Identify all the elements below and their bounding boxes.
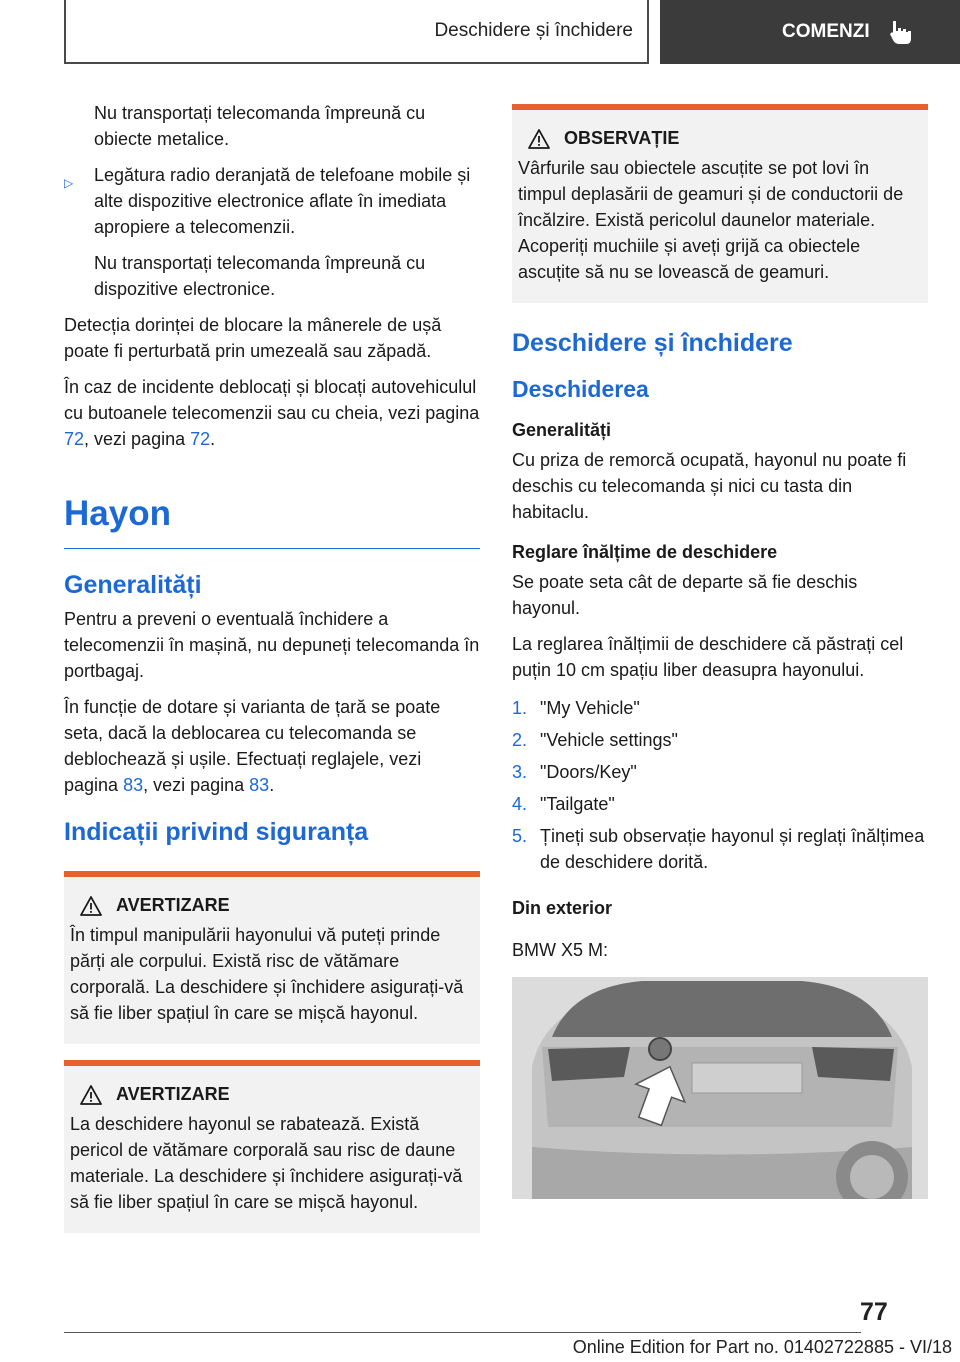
step-item bbox=[512, 759, 928, 785]
warning-triangle-icon bbox=[80, 896, 102, 916]
paragraph: Nu transportați telecomanda împreună cu obiecte metalice. bbox=[94, 103, 426, 149]
step-item bbox=[512, 695, 928, 721]
page-link[interactable]: 83 bbox=[123, 775, 144, 795]
warning-text: În timpul manipulării hayonului vă puteți prinde părți ale corpului. Există risc de vătămare corporală. La deschidere și închidere asigurați-vă să fie liber spațiul în care se mișcă hayonul. bbox=[70, 925, 464, 1023]
warning-triangle-icon bbox=[80, 1085, 102, 1105]
paragraph: Nu transportați telecomanda împreună cu dispozitive electronice. bbox=[94, 253, 426, 299]
tailgate-illustration bbox=[512, 977, 928, 1199]
chapter-title: COMENZI bbox=[782, 21, 870, 42]
step-number: 5. bbox=[512, 826, 528, 846]
warning-text: La deschidere hayonul se rabatează. Există pericol de vătămare corporală sau risc de daune materiale. La deschidere și închidere asigurați-vă să fie liber spațiul în care se mișcă hayonul. bbox=[70, 1114, 463, 1212]
text: , vezi pagina bbox=[84, 429, 191, 449]
section-header bbox=[64, 0, 649, 64]
page-link[interactable]: 72 bbox=[64, 429, 85, 449]
paragraph: Pentru a preveni o eventuală închidere a telecomenzii în mașină, nu depuneți telecomanda în portbagaj. bbox=[64, 609, 480, 681]
chapter-header bbox=[660, 0, 960, 64]
minor-heading: Reglare înălțime de deschidere bbox=[512, 542, 778, 562]
note-box bbox=[512, 104, 928, 303]
text: , vezi pagina bbox=[143, 775, 250, 795]
paragraph bbox=[64, 374, 480, 452]
heading-deschidere-inchidere: Deschidere și închidere bbox=[512, 329, 793, 357]
subheading-generalitati: Generalități bbox=[64, 571, 202, 599]
paragraph: Detecția dorinței de blocare la mânerele de ușă poate fi perturbată prin umezeală sau zăpadă. bbox=[64, 315, 442, 361]
step-number: 1. bbox=[512, 698, 528, 718]
step-text: "Doors/Key" bbox=[540, 762, 637, 782]
footer-edition: Online Edition for Part no. 01402722885 - VI/18 bbox=[572, 1337, 952, 1357]
paragraph: Cu priza de remorcă ocupată, hayonul nu poate fi deschis cu telecomanda și nici cu tasta din habitaclu. bbox=[512, 450, 907, 522]
section-title: Deschidere și închidere bbox=[434, 20, 633, 41]
left-column bbox=[64, 100, 480, 1249]
step-text: "My Vehicle" bbox=[540, 698, 640, 718]
pointing-hand-icon bbox=[886, 17, 916, 47]
steps-list bbox=[512, 695, 928, 875]
page-link[interactable]: 72 bbox=[190, 429, 211, 449]
warning-title bbox=[70, 895, 472, 916]
list-item-text: Legătura radio deranjată de telefoane mobile și alte dispozitive electronice aflate în imediata apropiere a telecomenzii. bbox=[94, 165, 471, 237]
paragraph: La reglarea înălțimii de deschidere că păstrați cel puțin 10 cm spațiu liber deasupra hayonului. bbox=[512, 634, 904, 680]
list-item bbox=[64, 162, 480, 240]
note-title bbox=[518, 128, 920, 149]
step-number: 2. bbox=[512, 730, 528, 750]
step-item bbox=[512, 823, 928, 875]
warning-label: AVERTIZARE bbox=[116, 1084, 230, 1104]
paragraph: Se poate seta cât de departe să fie deschis hayonul. bbox=[512, 572, 858, 618]
minor-heading: Generalități bbox=[512, 420, 612, 440]
text: . bbox=[269, 775, 275, 795]
step-number: 4. bbox=[512, 794, 528, 814]
section-heading-hayon: Hayon bbox=[64, 494, 480, 549]
page-number: 77 bbox=[860, 1298, 888, 1326]
warning-box bbox=[64, 871, 480, 1044]
warning-box bbox=[64, 1060, 480, 1233]
step-text: "Vehicle settings" bbox=[540, 730, 678, 750]
warning-title bbox=[70, 1084, 472, 1105]
text: În caz de incidente deblocați și blocați autovehiculul cu butoanele telecomenzii sau cu cheia, vezi pagina bbox=[64, 377, 480, 423]
subheading-deschiderea: Deschiderea bbox=[512, 376, 649, 402]
step-item bbox=[512, 791, 928, 817]
paragraph bbox=[64, 694, 480, 798]
warning-label: AVERTIZARE bbox=[116, 895, 230, 915]
subheading-safety: Indicații privind siguranța bbox=[64, 818, 369, 846]
step-number: 3. bbox=[512, 762, 528, 782]
triangle-bullet-icon: ▷ bbox=[64, 176, 74, 190]
note-label: OBSERVAȚIE bbox=[564, 128, 680, 148]
footer-divider bbox=[64, 1332, 861, 1333]
minor-heading: Din exterior bbox=[512, 898, 613, 918]
note-text: Vârfurile sau obiectele ascuțite se pot lovi în timpul deplasării de geamuri și de conductorii de încălzire. Există pericolul daunelor materiale. Acoperiți muchiile și aveți grijă ca obiectele ascuțite să nu se lovească de geamuri. bbox=[518, 158, 904, 282]
step-item bbox=[512, 727, 928, 753]
paragraph: BMW X5 M: bbox=[512, 940, 609, 960]
step-text: Țineți sub observație hayonul și reglați înălțimea de deschidere dorită. bbox=[540, 826, 925, 872]
warning-triangle-icon bbox=[528, 129, 550, 149]
right-column bbox=[512, 104, 928, 1199]
page-link[interactable]: 83 bbox=[249, 775, 270, 795]
text: În funcție de dotare și varianta de țară se poate seta, dacă la deblocarea cu telecomanda se deblochează și ușile. Efectuați reglajele, vezi pagina bbox=[64, 697, 441, 795]
text: . bbox=[210, 429, 216, 449]
step-text: "Tailgate" bbox=[540, 794, 615, 814]
